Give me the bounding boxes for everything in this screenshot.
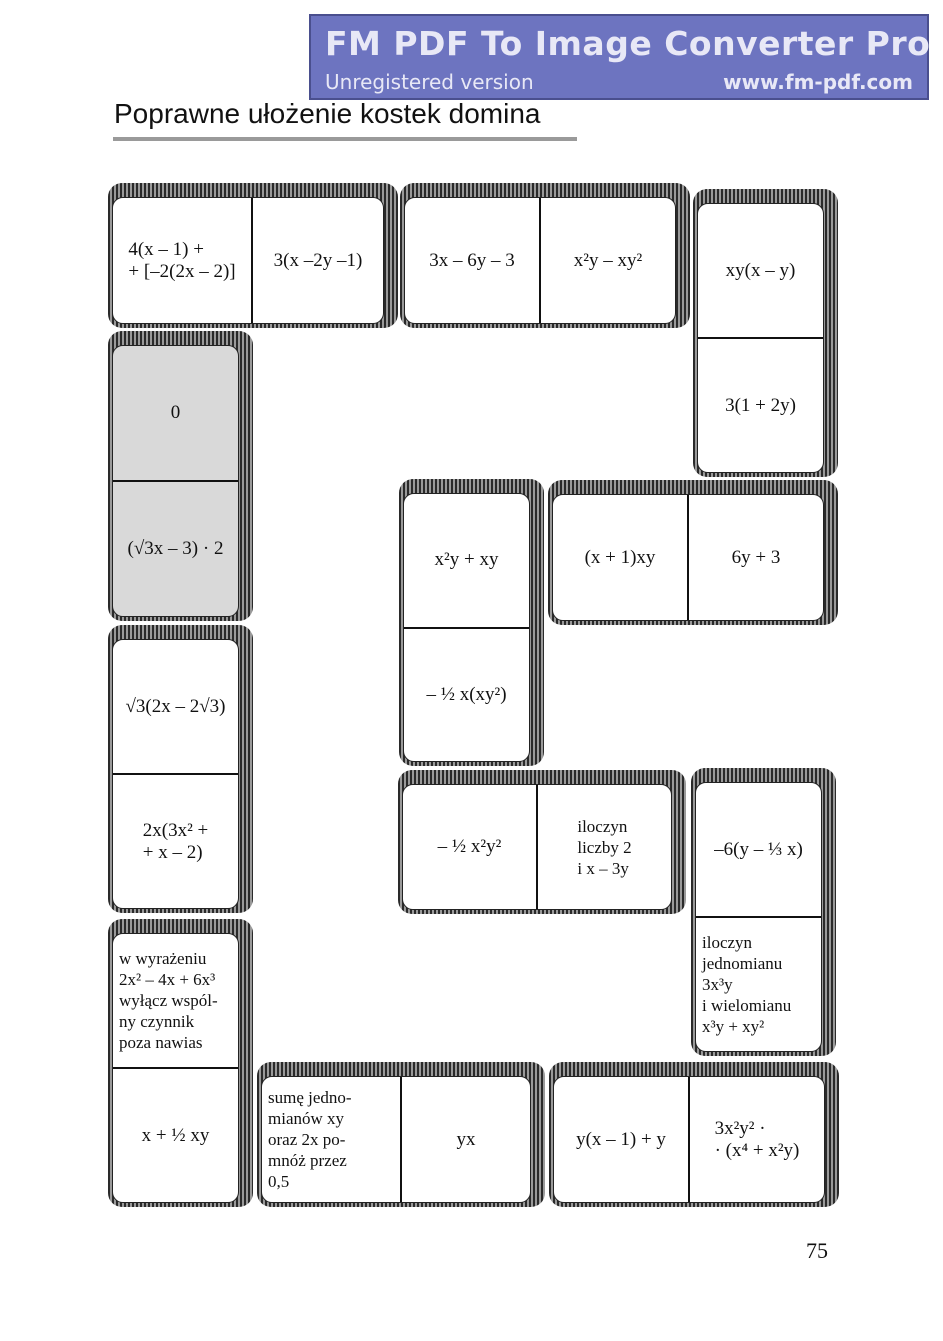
- tile-7-bottom: 2x(3x² + + x – 2): [142, 819, 209, 863]
- tile-8-left: – ½ x²y²: [437, 836, 502, 857]
- domino-tile-3: [693, 189, 838, 477]
- watermark-title: FM PDF To Image Converter Pro: [325, 24, 931, 63]
- tile-6-right: 6y + 3: [731, 546, 781, 568]
- tile-11-right: yx: [456, 1128, 476, 1150]
- watermark-unregistered: Unregistered version: [325, 70, 534, 94]
- tile-6-left: (x + 1)xy: [584, 546, 656, 568]
- tile-1-left: 4(x – 1) + + [–2(2x – 2)]: [128, 238, 236, 282]
- domino-tile-6: [548, 480, 838, 625]
- tile-4-bottom: (√3x – 3) · 2: [127, 538, 224, 559]
- domino-tile-12: [549, 1062, 839, 1207]
- tile-10-bottom: x + ½ xy: [141, 1124, 210, 1146]
- heading-underline: [113, 137, 577, 141]
- domino-tile-8: [398, 770, 686, 914]
- tile-7-top: √3(2x – 2√3): [125, 695, 226, 717]
- tile-5-bottom: – ½ x(xy²): [426, 683, 507, 705]
- domino-tile-9: [691, 768, 836, 1056]
- domino-tile-10: [108, 919, 253, 1207]
- tile-12-left: y(x – 1) + y: [576, 1128, 666, 1150]
- tile-8-right: iloczyn liczby 2 i x – 3y: [577, 816, 632, 878]
- watermark-url: www.fm-pdf.com: [723, 70, 913, 94]
- page-heading: Poprawne ułożenie kostek domina: [114, 98, 541, 129]
- watermark-banner: [309, 14, 929, 100]
- tile-10-top: w wyrażeniu 2x² – 4x + 6x³ wyłącz wspól- ny czynnik poza nawias: [119, 949, 218, 1052]
- tile-3-bottom: 3(1 + 2y): [725, 394, 796, 416]
- tile-1-right: 3(x –2y –1): [273, 249, 363, 271]
- tile-11-left: sumę jedno- mianów xy oraz 2x po- mnóż przez 0,5: [268, 1088, 352, 1191]
- tile-9-top: –6(y – ⅓ x): [714, 838, 803, 860]
- domino-tile-2: [400, 183, 690, 328]
- tile-12-right: 3x²y² · · (x⁴ + x²y): [714, 1117, 800, 1161]
- tile-9-bottom: iloczyn jednomianu 3x³y i wielomianu x³y + xy²: [702, 933, 792, 1036]
- tile-4-top: 0: [170, 402, 181, 423]
- tile-2-left: 3x – 6y – 3: [429, 249, 515, 271]
- domino-tile-1: [108, 183, 398, 328]
- domino-tile-7: [108, 625, 253, 913]
- domino-tile-11: [257, 1062, 545, 1207]
- domino-tile-4: [108, 331, 253, 621]
- page-number: 75: [806, 1238, 828, 1263]
- domino-tile-5: [399, 479, 544, 766]
- tile-2-right: x²y – xy²: [573, 249, 643, 271]
- tile-5-top: x²y + xy: [434, 549, 499, 571]
- tile-3-top: xy(x – y): [725, 259, 796, 281]
